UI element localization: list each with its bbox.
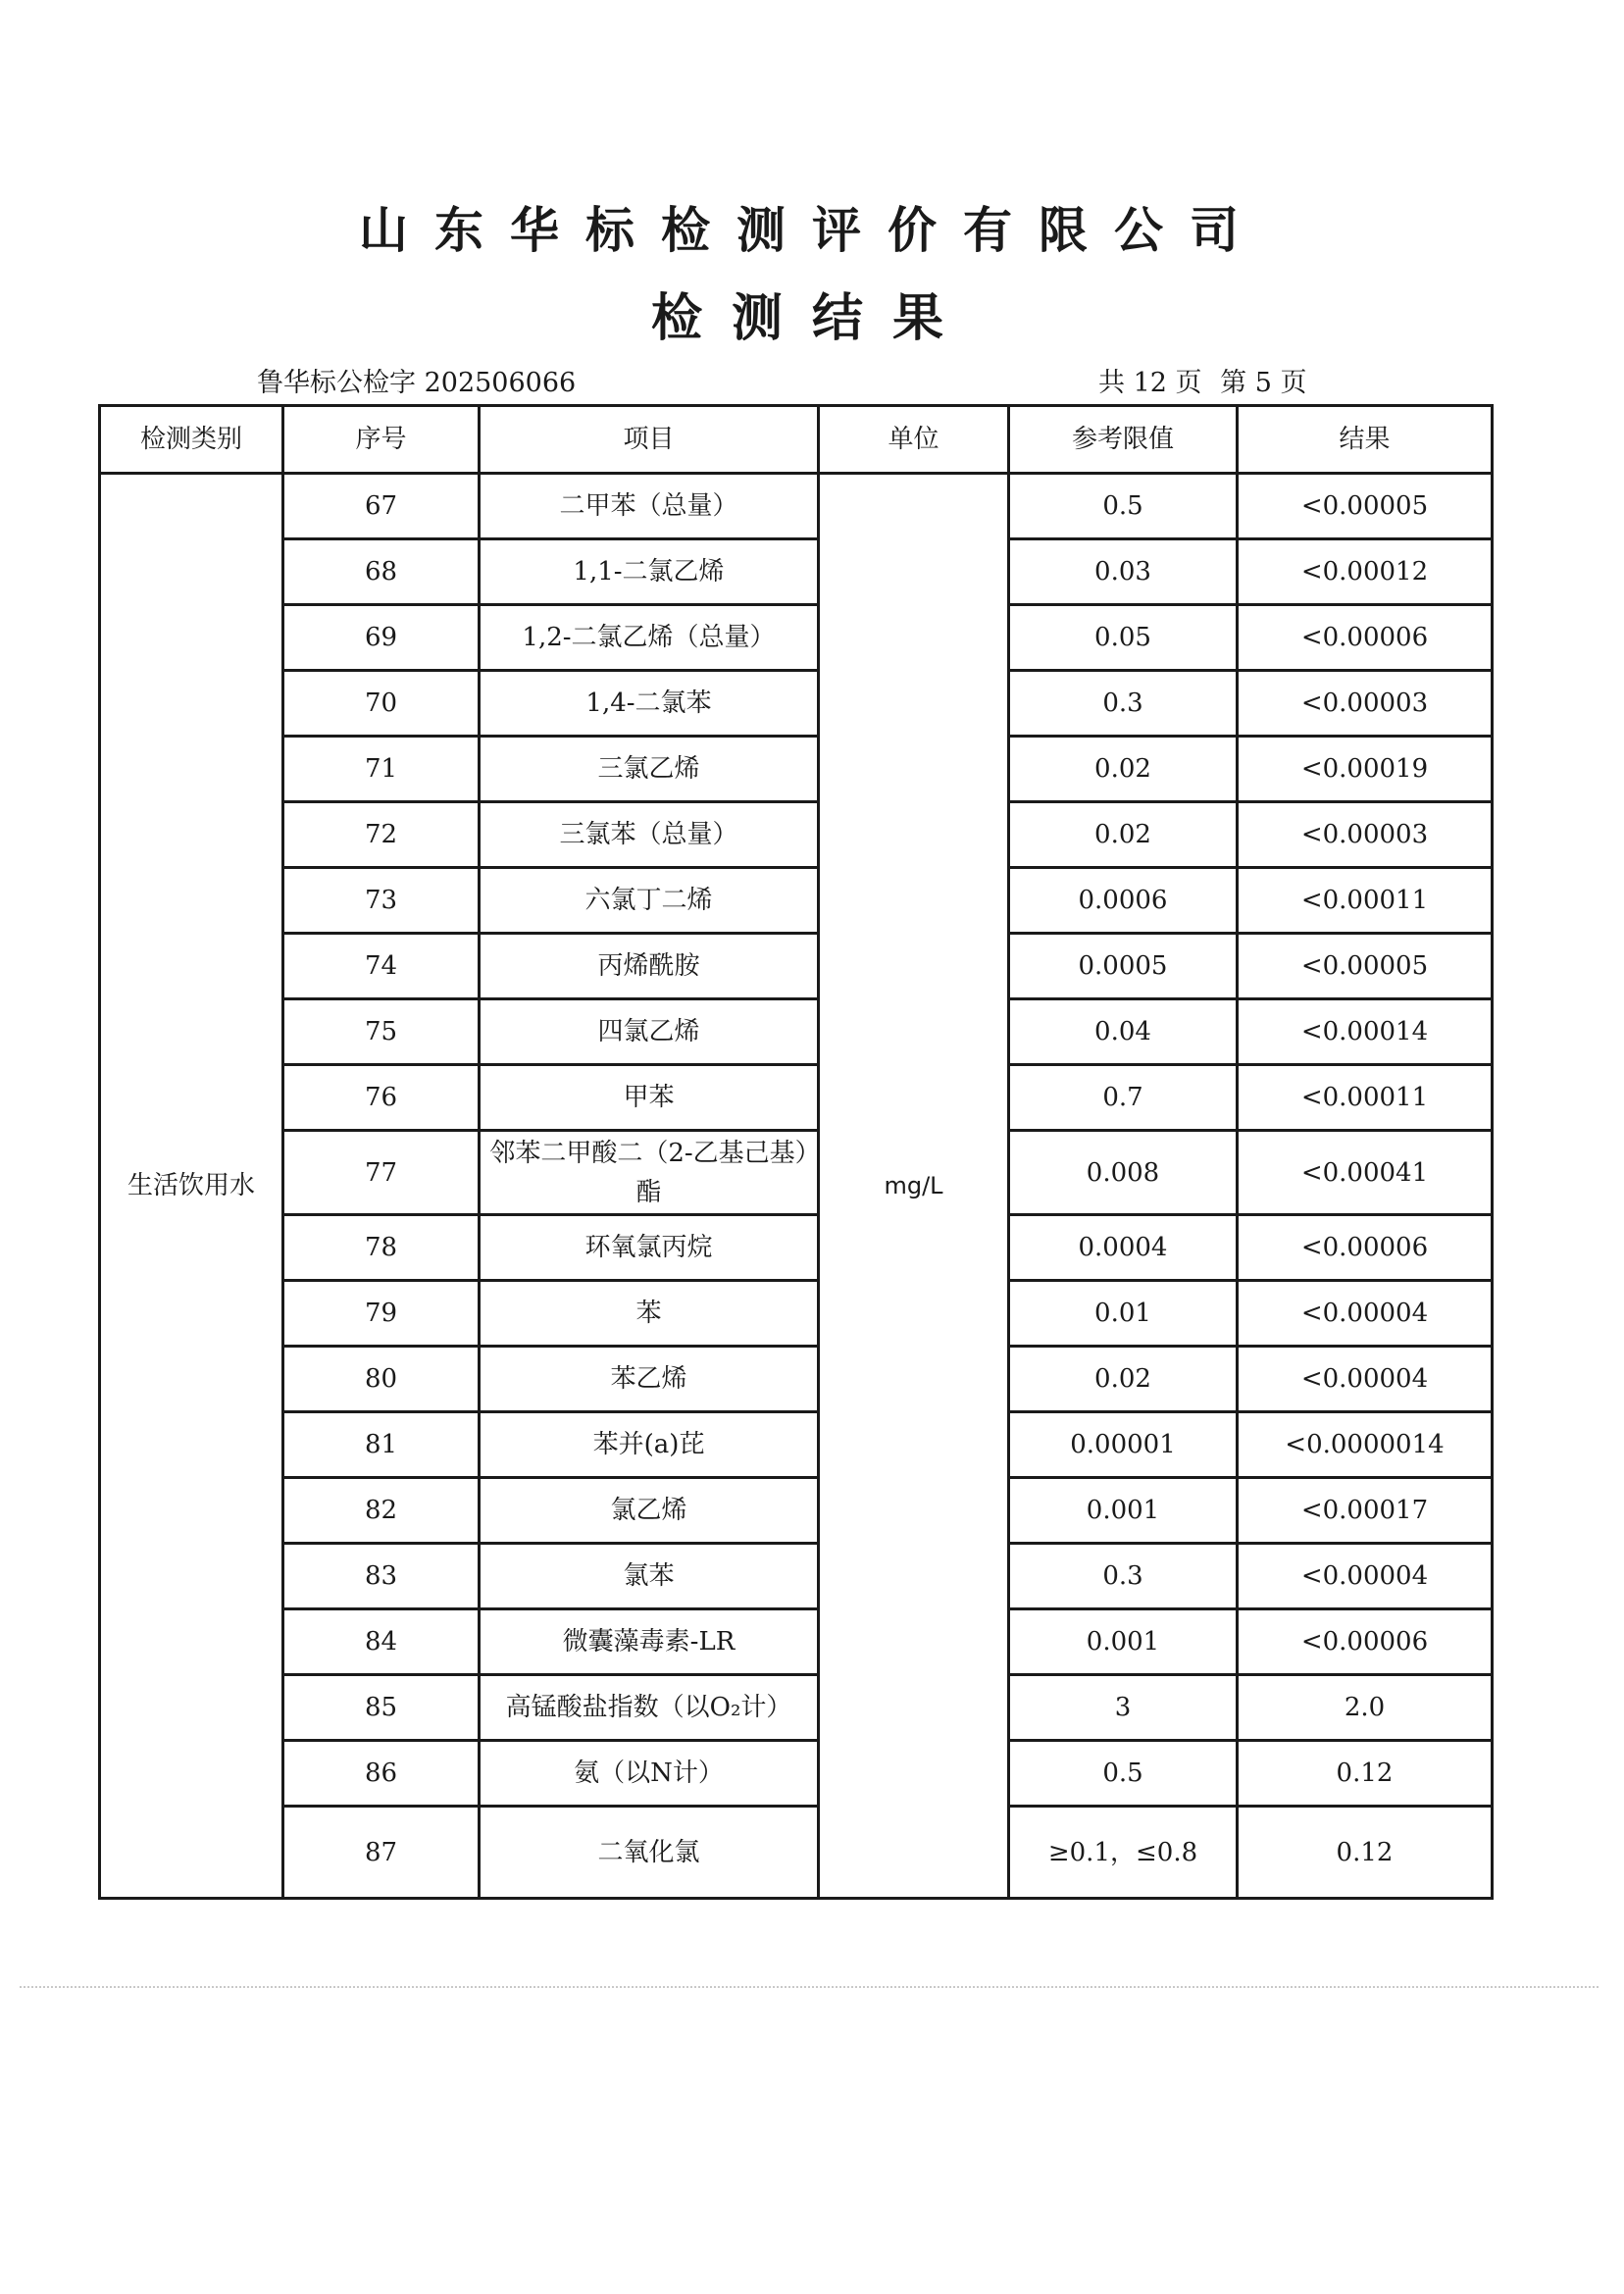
current-page: 第 5 页 [1220, 368, 1307, 398]
serial-number-cell: 82 [283, 1478, 480, 1544]
item-cell: 氯乙烯 [480, 1478, 819, 1544]
table-row [100, 802, 1493, 868]
serial-number-cell: 72 [283, 802, 480, 868]
serial-number-cell: 77 [283, 1131, 480, 1215]
item-cell: 1,1-二氯乙烯 [480, 539, 819, 605]
limit-cell: 0.0005 [1009, 934, 1238, 999]
result-cell: 2.0 [1238, 1675, 1493, 1741]
item-cell: 甲苯 [480, 1065, 819, 1131]
item-cell: 高锰酸盐指数（以O₂计） [480, 1675, 819, 1741]
serial-number-cell: 83 [283, 1544, 480, 1609]
item-cell: 苯乙烯 [480, 1347, 819, 1412]
document-title: 检测结果 [650, 289, 973, 348]
serial-number-cell: 73 [283, 868, 480, 934]
table-row [100, 999, 1493, 1065]
limit-cell: 0.0006 [1009, 868, 1238, 934]
limit-cell: 0.3 [1009, 1544, 1238, 1609]
result-cell: <0.00003 [1238, 671, 1493, 737]
table-row [100, 1807, 1493, 1899]
column-header-limit: 参考限值 [1009, 406, 1238, 474]
table-row [100, 934, 1493, 999]
item-cell: 丙烯酰胺 [480, 934, 819, 999]
result-cell: <0.00006 [1238, 1609, 1493, 1675]
table-row [100, 737, 1493, 802]
table-header-row [100, 406, 1493, 474]
report-number: 鲁华标公检字 202506066 [257, 368, 577, 398]
table-row [100, 1609, 1493, 1675]
item-cell: 苯并(a)芘 [480, 1412, 819, 1478]
table-row [100, 1412, 1493, 1478]
result-cell: <0.00004 [1238, 1347, 1493, 1412]
serial-number-cell: 74 [283, 934, 480, 999]
result-cell: <0.00011 [1238, 1065, 1493, 1131]
result-cell: <0.00006 [1238, 1215, 1493, 1281]
serial-number-cell: 78 [283, 1215, 480, 1281]
item-cell: 四氯乙烯 [480, 999, 819, 1065]
result-cell: <0.00004 [1238, 1544, 1493, 1609]
item-cell: 二氧化氯 [480, 1807, 819, 1899]
result-cell: <0.00005 [1238, 934, 1493, 999]
column-header-unit: 单位 [819, 406, 1009, 474]
table-row [100, 868, 1493, 934]
table-row [100, 1741, 1493, 1807]
limit-cell: ≥0.1，≤0.8 [1009, 1807, 1238, 1899]
result-cell: <0.00004 [1238, 1281, 1493, 1347]
result-cell: <0.00017 [1238, 1478, 1493, 1544]
result-cell: <0.00014 [1238, 999, 1493, 1065]
serial-number-cell: 75 [283, 999, 480, 1065]
limit-cell: 0.008 [1009, 1131, 1238, 1215]
result-cell: <0.0000014 [1238, 1412, 1493, 1478]
table-row [100, 1215, 1493, 1281]
item-cell: 六氯丁二烯 [480, 868, 819, 934]
limit-cell: 0.001 [1009, 1478, 1238, 1544]
item-cell: 三氯乙烯 [480, 737, 819, 802]
result-cell: 0.12 [1238, 1807, 1493, 1899]
item-cell: 氯苯 [480, 1544, 819, 1609]
serial-number-cell: 86 [283, 1741, 480, 1807]
limit-cell: 0.05 [1009, 605, 1238, 671]
serial-number-cell: 80 [283, 1347, 480, 1412]
limit-cell: 0.5 [1009, 474, 1238, 539]
item-cell: 环氧氯丙烷 [480, 1215, 819, 1281]
serial-number-cell: 76 [283, 1065, 480, 1131]
item-cell: 氨（以N计） [480, 1741, 819, 1807]
limit-cell: 0.7 [1009, 1065, 1238, 1131]
limit-cell: 0.3 [1009, 671, 1238, 737]
item-cell: 微囊藻毒素-LR [480, 1609, 819, 1675]
result-cell: <0.00019 [1238, 737, 1493, 802]
result-cell: <0.00041 [1238, 1131, 1493, 1215]
serial-number-cell: 84 [283, 1609, 480, 1675]
page-divider [20, 1986, 1599, 1988]
total-pages: 共 12 页 [1098, 368, 1202, 398]
result-cell: <0.00006 [1238, 605, 1493, 671]
table-row [100, 605, 1493, 671]
table-row [100, 1347, 1493, 1412]
limit-cell: 0.01 [1009, 1281, 1238, 1347]
table-row [100, 1065, 1493, 1131]
item-cell: 二甲苯（总量） [480, 474, 819, 539]
category-cell: 生活饮用水 [100, 474, 283, 1899]
limit-cell: 0.03 [1009, 539, 1238, 605]
serial-number-cell: 71 [283, 737, 480, 802]
table-row [100, 1675, 1493, 1741]
column-header-category: 检测类别 [100, 406, 283, 474]
result-cell: <0.00005 [1238, 474, 1493, 539]
item-cell: 1,2-二氯乙烯（总量） [480, 605, 819, 671]
serial-number-cell: 85 [283, 1675, 480, 1741]
column-header-result: 结果 [1238, 406, 1493, 474]
page-info [1098, 367, 1316, 400]
limit-cell: 0.04 [1009, 999, 1238, 1065]
item-cell: 邻苯二甲酸二（2-乙基己基）酯 [480, 1131, 819, 1215]
serial-number-cell: 67 [283, 474, 480, 539]
table-row [100, 1131, 1493, 1215]
table-row [100, 1478, 1493, 1544]
result-cell: <0.00003 [1238, 802, 1493, 868]
result-cell: 0.12 [1238, 1741, 1493, 1807]
serial-number-cell: 81 [283, 1412, 480, 1478]
serial-number-cell: 69 [283, 605, 480, 671]
results-table [98, 404, 1494, 1900]
limit-cell: 3 [1009, 1675, 1238, 1741]
result-cell: <0.00011 [1238, 868, 1493, 934]
table-row [100, 1281, 1493, 1347]
serial-number-cell: 87 [283, 1807, 480, 1899]
column-header-item: 项目 [480, 406, 819, 474]
result-cell: <0.00012 [1238, 539, 1493, 605]
column-header-number: 序号 [283, 406, 480, 474]
item-cell: 苯 [480, 1281, 819, 1347]
company-name: 山东华标检测评价有限公司 [359, 202, 1265, 259]
serial-number-cell: 79 [283, 1281, 480, 1347]
limit-cell: 0.0004 [1009, 1215, 1238, 1281]
unit-cell: mg/L [819, 474, 1009, 1899]
item-cell: 三氯苯（总量） [480, 802, 819, 868]
limit-cell: 0.5 [1009, 1741, 1238, 1807]
limit-cell: 0.02 [1009, 737, 1238, 802]
item-cell: 1,4-二氯苯 [480, 671, 819, 737]
serial-number-cell: 68 [283, 539, 480, 605]
table-row [100, 671, 1493, 737]
limit-cell: 0.001 [1009, 1609, 1238, 1675]
table-body [100, 474, 1493, 1899]
serial-number-cell: 70 [283, 671, 480, 737]
limit-cell: 0.02 [1009, 1347, 1238, 1412]
limit-cell: 0.00001 [1009, 1412, 1238, 1478]
table-row [100, 1544, 1493, 1609]
table-row [100, 539, 1493, 605]
table-row [100, 474, 1493, 539]
limit-cell: 0.02 [1009, 802, 1238, 868]
